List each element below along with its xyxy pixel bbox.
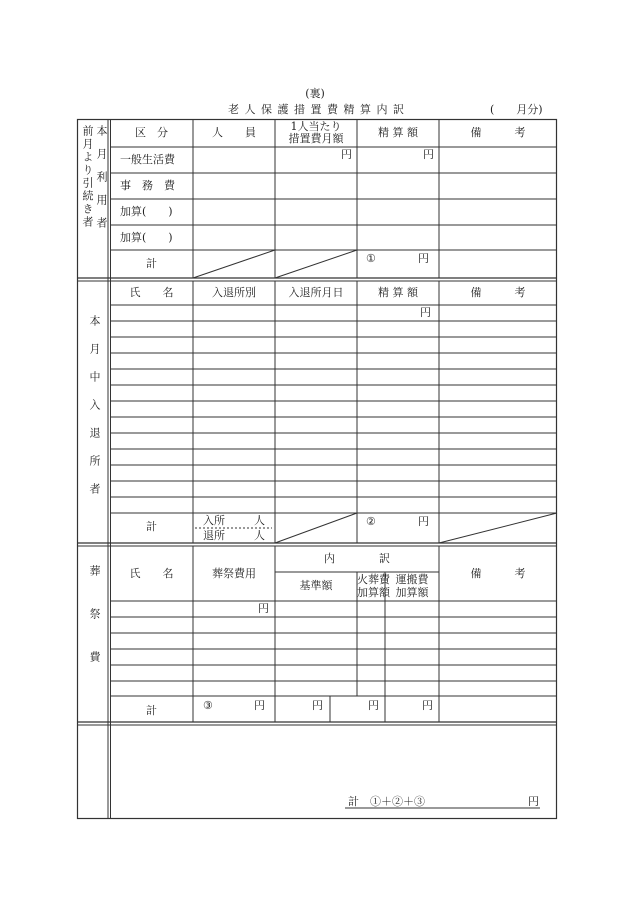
section1-side-label-a: 前月より引続き者 (81, 125, 94, 229)
section3-total-circle: ③ (203, 699, 213, 712)
col-biko-3: 備 考 (470, 567, 526, 580)
col-seisangaku-2: 精 算 額 (378, 286, 418, 299)
col-sosaihi: 葬祭費用 (212, 567, 256, 580)
section1-side-label-b: 本月利用者 (95, 125, 108, 240)
taisho-label: 退所 (203, 529, 225, 542)
section2-total-circle: ② (366, 515, 376, 528)
col-kubun: 区 分 (135, 126, 168, 139)
section2-total-yen: 円 (418, 515, 429, 528)
col-kaso-line1: 火葬費 (357, 573, 390, 586)
section1-total-circle: ① (366, 252, 376, 265)
section2-yen: 円 (420, 306, 431, 319)
section3-total-yen4: 円 (422, 699, 433, 712)
col-tsukigaku-line2: 措置費月額 (288, 132, 344, 145)
month-label: ( 月分) (490, 103, 543, 116)
nyusho-unit: 人 (254, 514, 265, 527)
col-uchiwake: 内 訳 (324, 552, 390, 565)
col-biko: 備 考 (470, 126, 526, 139)
col-nyutaisho: 入退所別 (212, 286, 256, 299)
section3-side-label: 葬祭費 (88, 565, 101, 694)
section3-total-label: 計 (146, 704, 157, 717)
row-ippan-yen2: 円 (423, 148, 434, 161)
col-nyutaisho-date: 入退所月日 (288, 286, 344, 299)
row-kasan2-label: 加算( ) (120, 231, 173, 244)
row-ippan-label: 一般生活費 (120, 153, 175, 166)
taisho-unit: 人 (254, 529, 265, 542)
col-kijun: 基準額 (299, 579, 333, 592)
col-unpan-line1: 運搬費 (395, 573, 429, 586)
row-jimu-label: 事 務 費 (120, 179, 175, 192)
col-shimei: 氏 名 (129, 286, 174, 299)
section3-yen: 円 (258, 602, 269, 615)
section3-total-yen: 円 (254, 699, 265, 712)
back-side-label: (裏) (305, 87, 325, 100)
row-ippan-yen1: 円 (341, 148, 352, 161)
col-seisangaku: 精 算 額 (378, 126, 418, 139)
col-biko-2: 備 考 (470, 286, 526, 299)
col-unpan-line2: 加算額 (395, 586, 429, 599)
form-title: 老 人 保 護 措 置 費 精 算 内 訳 (228, 103, 405, 116)
section1-total-label: 計 (146, 257, 157, 270)
col-tsukigaku-line1: 1人当たり (290, 120, 342, 133)
row-kasan1-label: 加算( ) (120, 205, 173, 218)
section2-side-label: 本月中入退所者 (88, 315, 101, 511)
nyusho-label: 入所 (203, 514, 225, 527)
col-jinin: 人 員 (212, 126, 256, 139)
section1-total-yen: 円 (418, 252, 429, 265)
grand-total-yen: 円 (528, 795, 539, 808)
grand-total-label: 計 ①＋②＋③ (348, 795, 425, 808)
section2-total-label: 計 (146, 520, 157, 533)
col-shimei-3: 氏 名 (129, 567, 174, 580)
section3-total-yen3: 円 (368, 699, 379, 712)
section3-total-yen2: 円 (312, 699, 323, 712)
col-kaso-line2: 加算額 (357, 586, 390, 599)
